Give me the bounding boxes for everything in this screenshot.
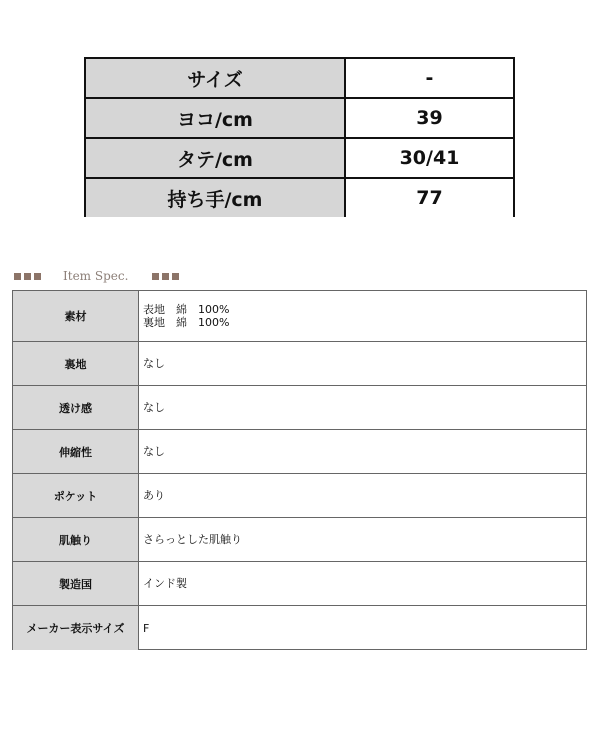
- item-spec-heading: [14, 268, 179, 284]
- square-icon: [162, 273, 169, 280]
- spec-value-line: 裏地 綿 100%: [143, 316, 230, 329]
- spec-label: 製造国: [13, 562, 139, 605]
- spec-value: [139, 518, 586, 561]
- spec-value: [139, 386, 586, 429]
- size-row-handle: [86, 179, 513, 217]
- spec-value-line: F: [143, 621, 150, 635]
- spec-row-texture: [13, 518, 586, 562]
- spec-label: 伸縮性: [13, 430, 139, 473]
- square-icon: [34, 273, 41, 280]
- square-icon: [172, 273, 179, 280]
- spec-label: 素材: [13, 291, 139, 341]
- size-label: タテ/cm: [86, 139, 346, 177]
- spec-label: ポケット: [13, 474, 139, 517]
- spec-label: メーカー表示サイズ: [13, 606, 139, 650]
- size-label: ヨコ/cm: [86, 99, 346, 137]
- spec-value: [139, 474, 586, 517]
- spec-label: 裏地: [13, 342, 139, 385]
- square-icon: [152, 273, 159, 280]
- spec-row-sheerness: [13, 386, 586, 430]
- spec-value: [139, 342, 586, 385]
- size-value: -: [346, 59, 513, 97]
- spec-value-line: さらっとした肌触り: [143, 533, 242, 546]
- size-row-size: [86, 59, 513, 99]
- spec-value: [139, 562, 586, 605]
- spec-label: 肌触り: [13, 518, 139, 561]
- spec-value-line: 表地 綿 100%: [143, 303, 230, 316]
- spec-value: [139, 430, 586, 473]
- decorative-squares-right: [152, 273, 179, 280]
- square-icon: [24, 273, 31, 280]
- size-value: 77: [346, 179, 513, 217]
- spec-row-material: [13, 291, 586, 342]
- size-label: サイズ: [86, 59, 346, 97]
- size-table: [84, 57, 515, 217]
- size-row-height: [86, 139, 513, 179]
- size-row-width: [86, 99, 513, 139]
- spec-value-line: インド製: [143, 577, 187, 590]
- item-spec-title: Item Spec.: [63, 269, 129, 283]
- size-label: 持ち手/cm: [86, 179, 346, 217]
- spec-value: [139, 291, 586, 341]
- spec-value-line: あり: [143, 489, 165, 502]
- spec-row-stretch: [13, 430, 586, 474]
- spec-value-line: なし: [143, 445, 165, 458]
- spec-row-pocket: [13, 474, 586, 518]
- spec-row-origin: [13, 562, 586, 606]
- spec-value-line: なし: [143, 357, 165, 370]
- spec-row-maker-size: [13, 606, 586, 650]
- spec-label: 透け感: [13, 386, 139, 429]
- decorative-squares-left: [14, 273, 41, 280]
- spec-row-lining: [13, 342, 586, 386]
- spec-value: [139, 606, 586, 650]
- spec-value-line: なし: [143, 401, 165, 414]
- item-spec-table: [12, 290, 587, 650]
- size-value: 30/41: [346, 139, 513, 177]
- size-value: 39: [346, 99, 513, 137]
- square-icon: [14, 273, 21, 280]
